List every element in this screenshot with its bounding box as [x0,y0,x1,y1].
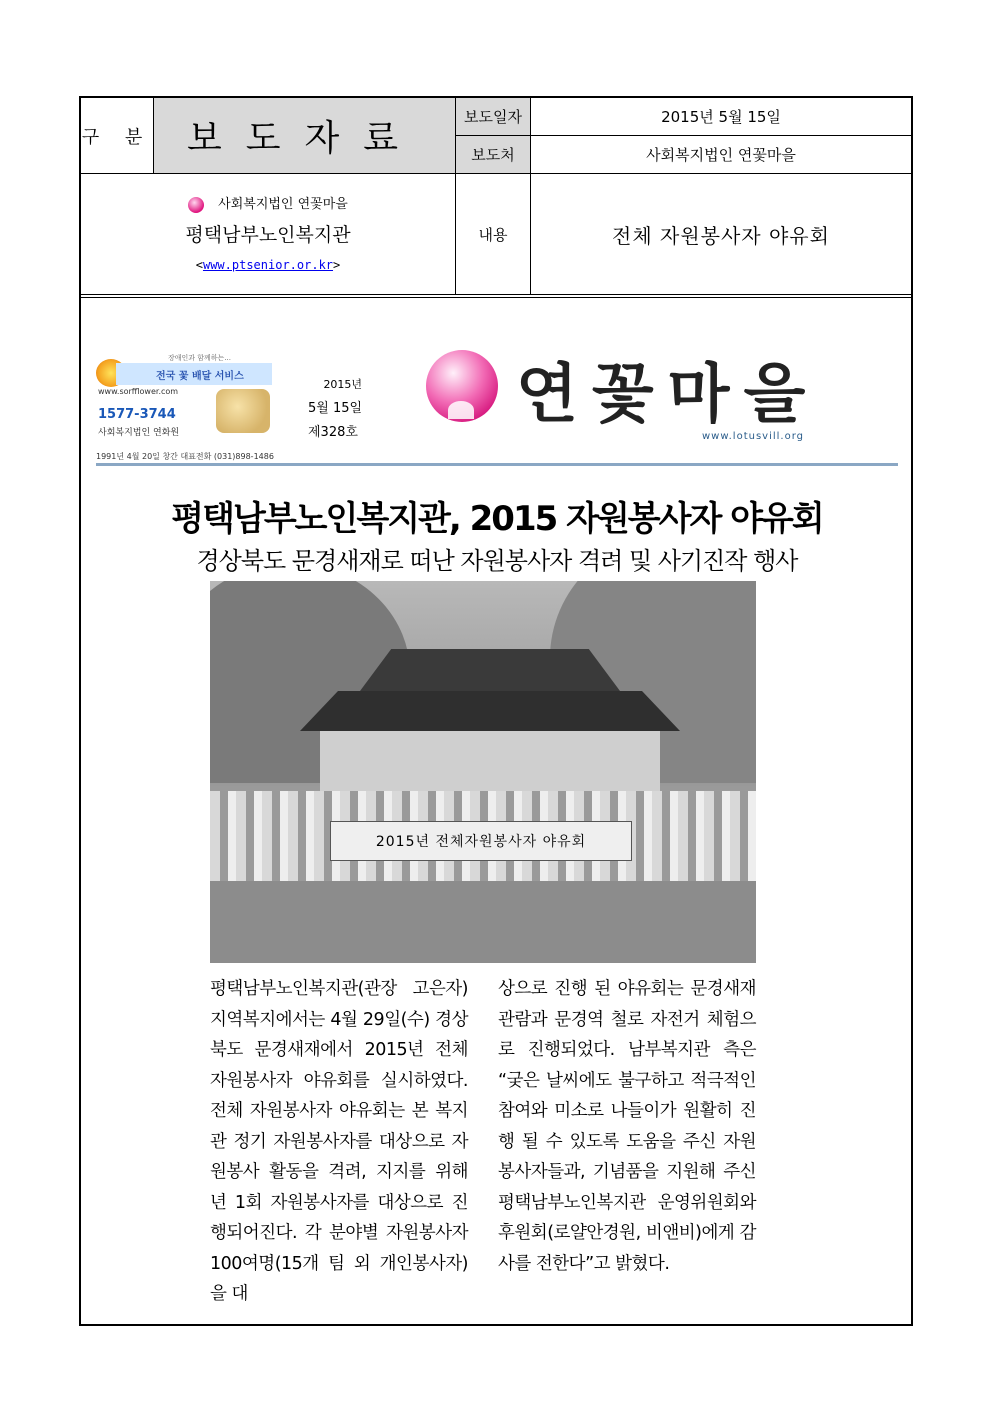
organization-info [81,176,455,294]
issue-date: 5월 15일 [308,401,363,416]
lotus-logo-icon [188,197,204,213]
lotus-petal-icon [448,401,474,419]
date-label: 보도일자 [456,98,530,135]
photo-banner: 2015년 전체자원봉사자 야유회 [330,821,632,861]
org-parent [81,193,455,213]
masthead-rule [96,463,898,466]
org-website-link[interactable]: www.ptsenior.or.kr [202,258,334,272]
ad-tagline: 장애인과 함께하는... [168,354,231,362]
article-column-1: 평택남부노인복지관(관장 고은자) 지역복지에서는 4월 29일(수) 경상북도 문경새재에서 2015년 전체 자원봉사자 야유회를 실시하였다. 전체 자원봉사자 야유회는 본 복지관 정기 자원봉사자를 대상으로 자원봉사 활동을 격려, 지지를 위해 년 1회 자원봉사자를 대상으로 진행되어진다. 각 분야별 자원봉사자 100여명(15개 팀 외 개인봉사자)을 대 [210,979,468,1304]
ad-url: www.sorfflower.com [98,387,179,396]
bracket-open: < [195,258,203,272]
bracket-close: > [333,258,341,272]
issue-info [308,373,362,445]
newspaper-clipping [96,345,898,1305]
article-subheadline: 경상북도 문경새재로 떠난 자원봉사자 격려 및 사기진작 행사 [196,547,798,575]
monk-illustration-icon [216,389,270,433]
article-column-2: 상으로 진행 된 야유회는 문경새재 관람과 문경역 철로 자전거 체험으로 진행되었다. 남부복지관 측은 “궂은 날씨에도 불구하고 적극적인 참여와 미소로 나들이가 원활히 진행 될 수 있도록 도움을 주신 자원봉사자들과, 기념품을 지원해 주신 평택남부노인복지관 운영위원회와 후원회(로얄안경원, 비앤비)에게 감사를 전한다”고 밝혔다. [498,979,756,1274]
divider [80,297,912,298]
issue-number: 제328호 [308,425,358,440]
content-value: 전체 자원봉사자 야유회 [612,223,830,248]
flower-delivery-ad [96,353,272,437]
ad-org: 사회복지법인 연화원 [98,428,180,438]
source-label: 보도처 [456,136,530,173]
newspaper-url: www.lotusvill.org [702,431,804,442]
ad-service: 전국 꽃 배달 서비스 [156,371,244,382]
divider [80,294,912,295]
source-value: 사회복지법인 연꽃마을 [646,146,796,164]
article-headline: 평택남부노인복지관, 2015 자원봉사자 야유회 [171,499,823,539]
founding-info: 1991년 4월 20일 창간 대표전화 (031)898-1486 [96,452,274,461]
date-value: 2015년 5월 15일 [661,108,781,126]
plaza-ground [210,881,756,963]
gubun-label: 구 분 [81,126,153,148]
newspaper-masthead: 연꽃마을 [516,358,820,432]
org-name: 평택남부노인복지관 [185,224,351,246]
org-parent-name: 사회복지법인 연꽃마을 [218,197,348,212]
group-photo [210,581,756,963]
content-label: 내용 [478,225,508,244]
issue-year: 2015년 [323,378,363,391]
document-type-title: 보도자료 [154,98,455,173]
org-website [81,258,455,272]
ad-phone: 1577-3744 [98,407,176,422]
